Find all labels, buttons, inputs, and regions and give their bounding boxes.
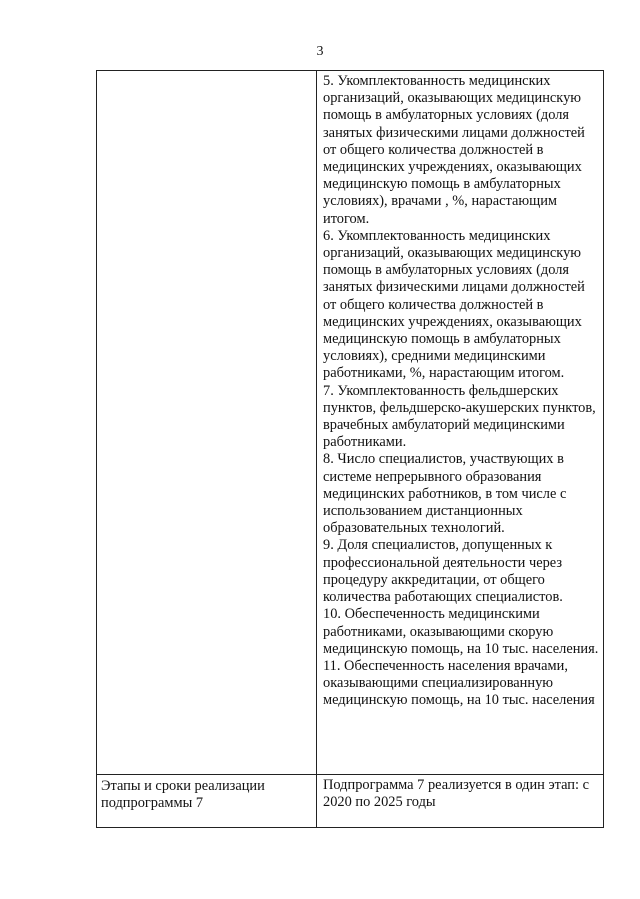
indicator-item: 9. Доля специалистов, допущенных к профессиональной деятельности через процедуру аккредитации, от общего количества работающих специалистов. xyxy=(323,537,563,606)
indicator-item: 5. Укомплектованность медицинских организаций, оказывающих медицинскую помощь в амбулаторных условиях (доля занятых физическими лицами должностей от общего количества должностей в медицинских учреждениях, оказывающих медицинскую помощь в амбулаторных условиях), врачами , %, нарастающим итогом. xyxy=(323,73,585,227)
indicators-list-cell xyxy=(317,71,604,775)
indicator-item: 10. Обеспеченность медицинскими работниками, оказывающими скорую медицинскую помощь, на 10 тыс. населения. xyxy=(323,606,599,657)
indicator-item: 11. Обеспеченность населения врачами, оказывающими специализированную медицинскую помощь, на 10 тыс. населения xyxy=(323,657,595,709)
indicator-item: 6. Укомплектованность медицинских организаций, оказывающих медицинскую помощь в амбулаторных условиях (доля занятых физическими лицами должностей от общего количества должностей в медицинских учреждениях, оказывающих медицинскую помощь в амбулаторных условиях), средними медицинскими работниками, %, нарастающим итогом. xyxy=(323,227,585,382)
indicator-item: 7. Укомплектованность фельдшерских пунктов, фельдшерско-акушерских пунктов, врачебных амбулаторий медицинскими работниками. xyxy=(323,382,596,451)
indicators-label-cell xyxy=(97,71,317,775)
passport-table xyxy=(96,70,604,828)
indicators-row xyxy=(97,71,604,775)
page-number: 3 xyxy=(316,44,324,59)
stages-value: Подпрограмма 7 реализуется в один этап: с 2020 по 2025 годы xyxy=(317,775,604,828)
stages-label: Этапы и сроки реализации подпрограммы 7 xyxy=(97,775,317,828)
indicator-item: 8. Число специалистов, участвующих в системе непрерывного образования медицинских работников, в том числе с использованием дистанционных образовательных технологий. xyxy=(323,451,567,537)
stages-row xyxy=(97,775,604,828)
